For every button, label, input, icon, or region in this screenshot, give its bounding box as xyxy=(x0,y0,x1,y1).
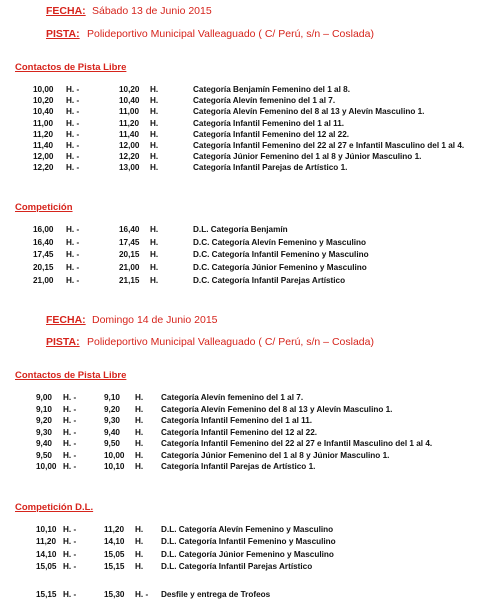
row-h1: H. - xyxy=(63,537,77,547)
row-desc: D.C. Categoría Infantil Parejas Artístico xyxy=(193,275,346,285)
row-start: 10,00 xyxy=(36,462,57,471)
schedule-row xyxy=(0,85,498,97)
row-h2: H. xyxy=(135,561,144,571)
row-h2: H. xyxy=(135,450,144,460)
row-end: 11,20 xyxy=(104,525,125,534)
row-end: 14,10 xyxy=(104,537,125,547)
schedule-row xyxy=(0,163,498,175)
competicion-title-day2: Competición D.L. xyxy=(15,502,94,513)
row-h1: H. - xyxy=(66,163,80,173)
row-start: 16,40 xyxy=(33,237,54,247)
schedule-row xyxy=(0,537,498,549)
row-start: 12,00 xyxy=(33,152,54,162)
row-end: 16,40 xyxy=(119,225,140,234)
row-start: 21,00 xyxy=(33,275,54,285)
row-h1: H. - xyxy=(66,225,80,234)
row-start: 9,10 xyxy=(36,404,52,414)
row-h2: H. xyxy=(135,525,144,534)
row-end: 9,10 xyxy=(104,393,120,402)
schedule-row xyxy=(0,263,498,275)
row-end: 12,20 xyxy=(119,152,140,162)
row-h1: H. - xyxy=(66,85,80,94)
row-desc: D.L. Categoría Infantil Femenino y Masculino xyxy=(161,537,336,547)
contactos-title-day2: Contactos de Pista Libre xyxy=(15,370,127,381)
competicion-title-day1: Competición xyxy=(15,202,73,213)
row-desc: Categoría Alevín Femenino del 8 al 13 y Alevín Masculino 1. xyxy=(193,107,425,117)
schedule-row xyxy=(0,416,498,428)
row-start: 17,45 xyxy=(33,250,54,260)
row-h2: H. xyxy=(150,250,159,260)
row-start: 10,10 xyxy=(36,525,57,534)
row-h2: H. - xyxy=(135,590,149,599)
row-h1: H. - xyxy=(66,263,80,273)
row-start: 10,00 xyxy=(33,85,54,94)
schedule-row xyxy=(0,590,498,602)
row-h1: H. - xyxy=(66,107,80,117)
row-end: 9,20 xyxy=(104,404,120,414)
row-desc: Categoría Infantil Femenino del 12 al 22. xyxy=(161,427,318,437)
row-start: 10,40 xyxy=(33,107,54,117)
row-h2: H. xyxy=(150,85,159,94)
row-h1: H. - xyxy=(66,96,80,106)
row-h2: H. xyxy=(150,96,159,106)
row-h2: H. xyxy=(150,163,159,173)
pista-value-day2: Polideportivo Municipal Valleaguado ( C/ Perú, s/n – Coslada) xyxy=(87,336,374,348)
row-end: 20,15 xyxy=(119,250,140,260)
schedule-row xyxy=(0,276,498,288)
row-h1: H. - xyxy=(63,561,77,571)
row-end: 11,20 xyxy=(119,118,140,128)
row-end: 15,15 xyxy=(104,561,125,571)
row-start: 10,20 xyxy=(33,96,54,106)
row-desc: Categoría Infantil Parejas de Artístico 1. xyxy=(161,462,316,471)
row-desc: Categoría Infantil Femenino del 1 al 11. xyxy=(161,416,313,425)
pista-value-day1: Polideportivo Municipal Valleaguado ( C/ Perú, s/n – Coslada) xyxy=(87,28,374,40)
row-start: 9,40 xyxy=(36,439,52,448)
row-h1: H. - xyxy=(63,427,77,437)
row-start: 16,00 xyxy=(33,225,54,234)
row-h1: H. - xyxy=(63,549,77,559)
schedule-row xyxy=(0,250,498,262)
row-desc: Categoría Benjamín Femenino del 1 al 8. xyxy=(193,85,350,94)
row-desc: Categoría Júnior Femenino del 1 al 8 y Júnior Masculino 1. xyxy=(161,450,390,460)
row-start: 11,00 xyxy=(33,118,54,128)
row-end: 9,50 xyxy=(104,439,120,448)
row-h2: H. xyxy=(150,129,159,139)
row-start: 11,40 xyxy=(33,141,54,150)
row-h2: H. xyxy=(135,462,144,471)
row-start: 9,00 xyxy=(36,393,52,402)
row-desc: D.L. Categoría Júnior Femenino y Masculino xyxy=(161,549,334,559)
row-h1: H. - xyxy=(66,152,80,162)
row-h2: H. xyxy=(135,393,144,402)
row-end: 15,05 xyxy=(104,549,125,559)
row-h1: H. - xyxy=(66,250,80,260)
schedule-row xyxy=(0,96,498,108)
row-end: 13,00 xyxy=(119,163,140,173)
row-h1: H. - xyxy=(63,525,77,534)
row-h1: H. - xyxy=(66,141,80,150)
schedule-row xyxy=(0,130,498,142)
fecha-value-day2: Domingo 14 de Junio 2015 xyxy=(92,314,218,326)
fecha-label-day2: FECHA: xyxy=(46,314,86,326)
row-end: 21,15 xyxy=(119,275,140,285)
schedule-row xyxy=(0,525,498,537)
row-h2: H. xyxy=(150,118,159,128)
schedule-row xyxy=(0,152,498,164)
row-h2: H. xyxy=(135,416,144,425)
row-h1: H. - xyxy=(63,416,77,425)
row-h2: H. xyxy=(135,549,144,559)
row-desc: Categoría Infantil Parejas de Artístico 1. xyxy=(193,163,348,173)
row-h2: H. xyxy=(135,439,144,448)
row-h2: H. xyxy=(150,141,159,150)
row-start: 20,15 xyxy=(33,263,54,273)
schedule-row xyxy=(0,238,498,250)
schedule-row xyxy=(0,119,498,131)
row-h1: H. - xyxy=(63,393,77,402)
row-desc: D.L. Categoría Alevín Femenino y Masculino xyxy=(161,525,334,534)
row-start: 11,20 xyxy=(36,537,57,547)
schedule-row xyxy=(0,107,498,119)
row-desc: Categoría Alevín Femenino del 8 al 13 y Alevín Masculino 1. xyxy=(161,404,393,414)
schedule-row xyxy=(0,562,498,574)
row-desc: D.C. Categoría Infantil Femenino y Masculino xyxy=(193,250,369,260)
row-desc: Categoría Alevín femenino del 1 al 7. xyxy=(193,96,336,106)
row-end: 17,45 xyxy=(119,237,140,247)
schedule-row xyxy=(0,393,498,405)
row-end: 15,30 xyxy=(104,590,125,599)
row-start: 9,20 xyxy=(36,416,52,425)
row-h2: H. xyxy=(150,263,159,273)
row-desc: Categoría Júnior Femenino del 1 al 8 y Júnior Masculino 1. xyxy=(193,152,422,162)
schedule-row xyxy=(0,428,498,440)
fecha-value-day1: Sábado 13 de Junio 2015 xyxy=(92,5,212,17)
row-h1: H. - xyxy=(63,462,77,471)
row-end: 10,20 xyxy=(119,85,140,94)
row-h2: H. xyxy=(150,225,159,234)
row-h2: H. xyxy=(150,237,159,247)
fecha-label-day1: FECHA: xyxy=(46,5,86,17)
row-h2: H. xyxy=(150,107,159,117)
row-end: 9,30 xyxy=(104,416,120,425)
row-h2: H. xyxy=(150,152,159,162)
row-end: 9,40 xyxy=(104,427,120,437)
row-desc: D.L. Categoría Benjamín xyxy=(193,225,288,234)
row-end: 11,40 xyxy=(119,129,140,139)
row-start: 15,05 xyxy=(36,561,57,571)
row-h2: H. xyxy=(135,404,144,414)
row-end: 11,00 xyxy=(119,107,140,117)
row-h2: H. xyxy=(150,275,159,285)
row-h1: H. - xyxy=(66,275,80,285)
row-start: 9,30 xyxy=(36,427,52,437)
schedule-row xyxy=(0,405,498,417)
row-h1: H. - xyxy=(63,404,77,414)
row-end: 10,00 xyxy=(104,450,125,460)
row-start: 12,20 xyxy=(33,163,54,173)
row-end: 10,10 xyxy=(104,462,125,471)
row-desc: Desfile y entrega de Trofeos xyxy=(161,590,271,599)
row-start: 11,20 xyxy=(33,129,54,139)
schedule-row xyxy=(0,462,498,474)
row-start: 15,15 xyxy=(36,590,57,599)
pista-label-day1: PISTA: xyxy=(46,28,80,40)
row-h1: H. - xyxy=(66,129,80,139)
row-end: 10,40 xyxy=(119,96,140,106)
row-desc: Categoría Infantil Femenino del 1 al 11. xyxy=(193,118,345,128)
row-h1: H. - xyxy=(63,590,77,599)
contactos-title-day1: Contactos de Pista Libre xyxy=(15,62,127,73)
row-h1: H. - xyxy=(66,237,80,247)
schedule-row xyxy=(0,439,498,451)
schedule-row xyxy=(0,550,498,562)
schedule-row xyxy=(0,225,498,237)
row-h1: H. - xyxy=(66,118,80,128)
row-desc: Categoría Infantil Femenino del 12 al 22. xyxy=(193,129,350,139)
row-desc: D.L. Categoría Infantil Parejas Artístico xyxy=(161,561,313,571)
row-h1: H. - xyxy=(63,450,77,460)
row-end: 12,00 xyxy=(119,141,140,150)
schedule-row xyxy=(0,451,498,463)
row-desc: Categoría Infantil Femenino del 22 al 27 e Infantil Masculino del 1 al 4. xyxy=(161,439,433,448)
row-desc: D.C. Categoría Júnior Femenino y Masculino xyxy=(193,263,367,273)
row-h2: H. xyxy=(135,537,144,547)
row-desc: D.C. Categoría Alevín Femenino y Masculino xyxy=(193,237,367,247)
row-h1: H. - xyxy=(63,439,77,448)
row-end: 21,00 xyxy=(119,263,140,273)
row-desc: Categoría Alevín femenino del 1 al 7. xyxy=(161,393,304,402)
row-start: 9,50 xyxy=(36,450,52,460)
row-start: 14,10 xyxy=(36,549,57,559)
pista-label-day2: PISTA: xyxy=(46,336,80,348)
row-h2: H. xyxy=(135,427,144,437)
row-desc: Categoría Infantil Femenino del 22 al 27 e Infantil Masculino del 1 al 4. xyxy=(193,141,465,150)
schedule-row xyxy=(0,141,498,153)
